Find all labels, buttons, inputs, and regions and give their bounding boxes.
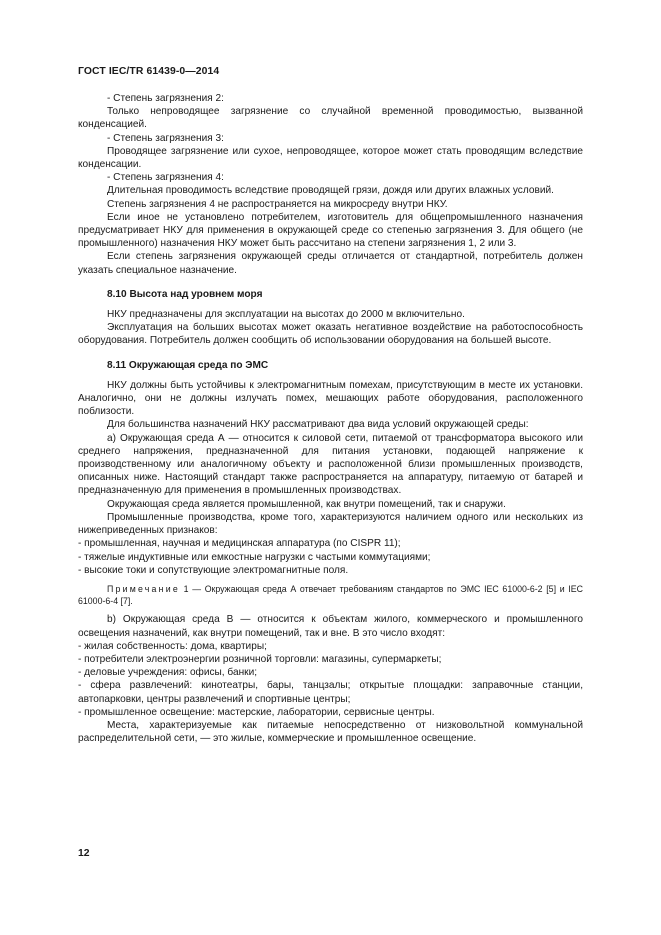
paragraph: - Степень загрязнения 2: <box>107 93 224 104</box>
paragraph: а) Окружающая среда А — относится к силовой сети, питаемой от трансформатора высокого или среднего напряжения, предназначенной для питания установки, подающей напряжение к производственному или аналогичному объекту и расположенной близи промышленных производств, описанных ниже. Настоящий стандарт также распространяется на аппаратуру, питаемую от батарей и предназначенную для применения в промышленных производствах. <box>78 432 583 497</box>
list-item: - промышленная, научная и медицинская аппаратура (по CISPR 11); <box>78 538 401 550</box>
paragraph: Для большинства назначений НКУ рассматривают два вида условий окружающей среды: <box>107 419 529 431</box>
paragraph: Только непроводящее загрязнение со случайной временной проводимостью, вызванной конденсацией. <box>78 106 583 131</box>
list-item: - высокие токи и сопутствующие электромагнитные поля. <box>78 564 349 576</box>
paragraph: Проводящее загрязнение или сухое, непроводящее, которое может стать проводящим вследствие конденсации. <box>78 145 583 171</box>
note-label: Примечание <box>107 583 180 594</box>
section-heading: 8.10 Высота над уровнем моря <box>107 288 263 300</box>
paragraph: Степень загрязнения 4 не распространяется на микросреду внутри НКУ. <box>107 198 448 210</box>
paragraph: Если степень загрязнения окружающей среды отличается от стандартной, потребитель должен указать специальное назначение. <box>78 251 583 276</box>
body-text <box>78 92 583 745</box>
page-number: 12 <box>78 848 90 859</box>
paragraph: Промышленные производства, кроме того, характеризуются наличием одного или нескольких из нижеприведенных признаков: <box>78 511 583 537</box>
note <box>78 583 583 607</box>
list-item: - жилая собственность: дома, квартиры; <box>78 640 267 652</box>
paragraph: Эксплуатация на больших высотах может оказать негативное воздействие на работоспособность оборудования. Потребитель должен сообщить об использовании оборудования на большей высоте. <box>78 322 583 347</box>
paragraph: НКУ предназначены для эксплуатации на высотах до 2000 м включительно. <box>107 309 465 321</box>
paragraph: Если иное не установлено потребителем, изготовитель для общепромышленного назначения предусматривает НКУ для применения в окружающей среде со степенью загрязнения 3. Для общего (не промышленного) назначения НКУ может быть рассчитано на степени загрязнения 1, 2 или 3. <box>78 211 583 250</box>
paragraph: - Степень загрязнения 4: <box>107 172 224 184</box>
paragraph: Длительная проводимость вследствие проводящей грязи, дождя или других влажных условий. <box>107 185 554 197</box>
list-item: - сфера развлечений: кинотеатры, бары, танцзалы; открытые площадки: заправочные станции, автопарковки, центры развлечений и спортивные центры; <box>78 680 583 705</box>
paragraph: b) Окружающая среда В — относится к объектам жилого, коммерческого и промышленного освещения назначений, как внутри помещений, так и вне. В это число входят: <box>78 614 583 639</box>
list-item: - потребители электроэнергии розничной торговли: магазины, супермаркеты; <box>78 653 442 665</box>
section-heading: 8.11 Окружающая среда по ЭМС <box>107 359 269 371</box>
list-item: - тяжелые индуктивные или емкостные нагрузки с частыми коммутациями; <box>78 551 431 563</box>
paragraph: Места, характеризуемые как питаемые непосредственно от низковольтной коммунальной распределительной сети, — это жилые, коммерческие и промышленное освещение. <box>78 719 583 745</box>
note-text: 1 — Окружающая среда А отвечает требованиям стандартов по ЭМС IEC 61000-6-2 [5] и IEC 61000-6-4 [7]. <box>78 583 583 607</box>
paragraph: НКУ должны быть устойчивы к электромагнитным помехам, присутствующим в месте их установки. Аналогично, они не должны излучать помех, мешающих работе оборудования, расположенного поблизости. <box>78 379 583 418</box>
list-item: - промышленное освещение: мастерские, лаборатории, сервисные центры. <box>78 706 435 718</box>
paragraph: Окружающая среда является промышленной, как внутри помещений, так и снаружи. <box>107 498 506 510</box>
list-item: - деловые учреждения: офисы, банки; <box>78 667 258 679</box>
document-header: ГОСТ IEC/TR 61439-0—2014 <box>78 66 220 77</box>
paragraph: - Степень загрязнения 3: <box>107 132 224 144</box>
